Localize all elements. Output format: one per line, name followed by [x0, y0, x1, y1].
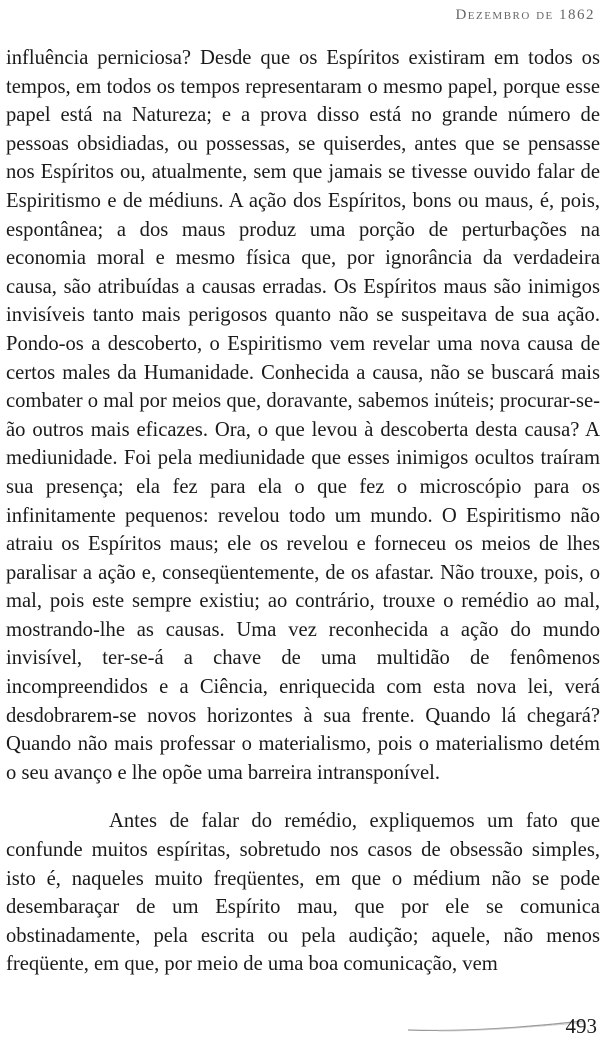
- paragraph: influência perniciosa? Desde que os Espíritos existiram em todos os tempos, em todos os tempos representaram o mesmo papel, porque esse papel está na Natureza; e a prova disso está no grande número de pessoas obsidiadas, ou possessas, se quiserdes, antes que se pensasse nos Espíritos ou, atualmente, sem que jamais se tivesse ouvido falar de Espiritismo e de médiuns. A ação dos Espíritos, bons ou maus, é, pois, espontânea; a dos maus produz uma porção de perturbações na economia moral e mesmo física que, por ignorância da verdadeira causa, são atribuídas a causas erradas. Os Espíritos maus são inimigos invisíveis tanto mais perigosos quanto não se suspeitava de sua ação. Pondo-os a descoberto, o Espiritismo vem revelar uma nova causa de certos males da Humanidade. Conhecida a causa, não se buscará mais combater o mal por meios que, doravante, sabemos inúteis; procurar-se-ão outros mais eficazes. Ora, o que levou à descoberta desta causa? A mediunidade. Foi pela mediunidade que esses inimigos ocultos traíram sua presença; ela fez para ela o que fez o microscópio para os infinitamente pequenos: revelou todo um mundo. O Espiritismo não atraiu os Espíritos maus; ele os revelou e forneceu os meios de lhes paralisar a ação e, conseqüentemente, de os afastar. Não trouxe, pois, o mal, pois este sempre existiu; ao contrário, trouxe o remédio ao mal, mostrando-lhe as causas. Uma vez reconhecida a ação do mundo invisível, ter-se-á a chave de uma multidão de fenômenos incompreendidos e a Ciência, enriquecida com esta nova lei, verá desdobrarem-se novos horizontes à sua frente. Quando lá chegará? Quando não mais professar o materialismo, pois o materialismo detém o seu avanço e lhe opõe uma barreira intransponível.: [6, 47, 600, 784]
- page-number: 493: [565, 1014, 597, 1038]
- footer-ornament-rule: [408, 1019, 583, 1033]
- page-body: [6, 44, 600, 979]
- paragraph: Antes de falar do remédio, expliquemos um fato que confunde muitos espíritas, sobretudo nos casos de obsessão simples, isto é, naqueles muito freqüentes, em que o médium não se pode desembaraçar de um Espírito mau, que por ele se comunica obstinadamente, pela escrita ou pela audição; aquele, não menos freqüente, em que, por meio de uma boa comunicação, vem: [6, 810, 600, 976]
- running-header: Dezembro de 1862: [455, 7, 595, 23]
